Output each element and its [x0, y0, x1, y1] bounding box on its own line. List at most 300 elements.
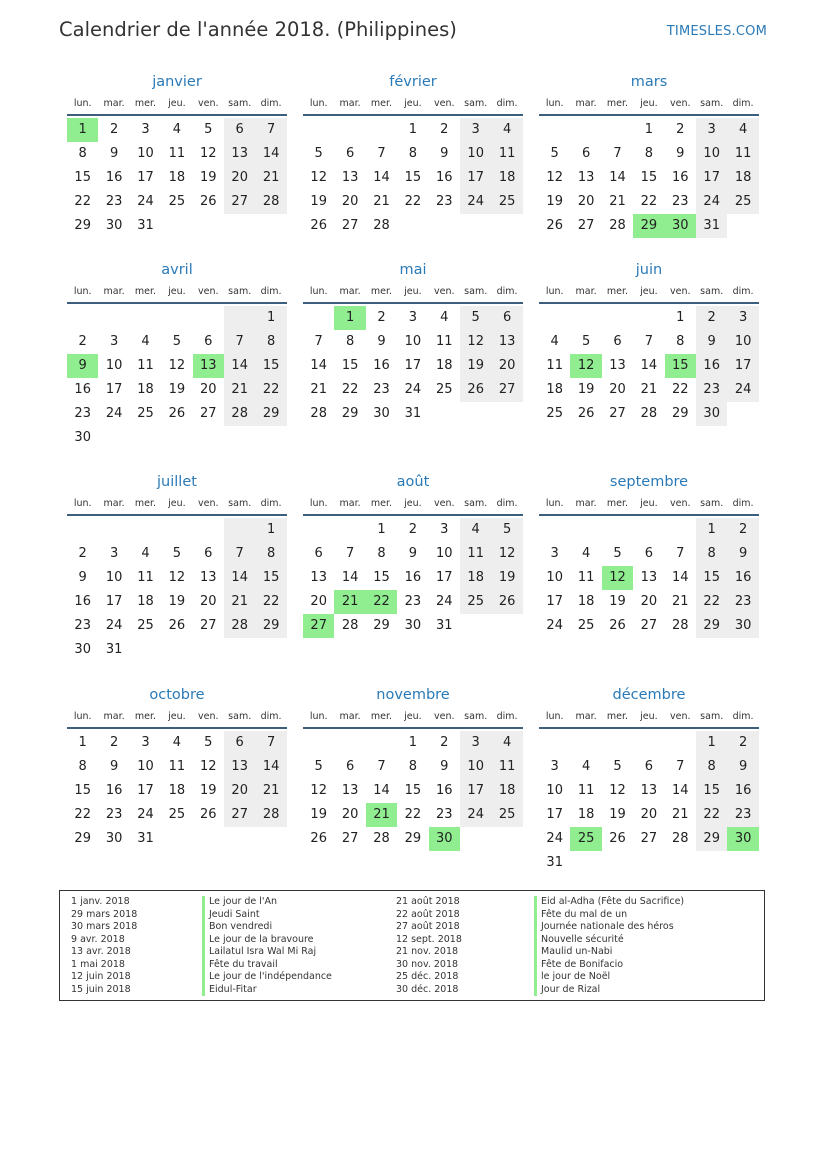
day-cell: 2	[78, 334, 87, 349]
day-cell: 25	[137, 618, 154, 633]
day-cell: 15	[373, 570, 390, 585]
day-cell: 31	[137, 831, 154, 846]
month-divider	[67, 514, 287, 516]
month-divider	[539, 302, 759, 304]
weekday-header: lun.	[73, 98, 92, 109]
day-cell: 3	[460, 731, 491, 755]
day-cell: 29	[255, 614, 286, 638]
month-block	[303, 686, 523, 876]
holiday-day-cell: 21	[366, 803, 397, 827]
day-cell: 3	[408, 310, 418, 325]
day-cell: 30	[696, 402, 727, 426]
day-cell: 2	[696, 306, 727, 330]
day-cell: 29	[341, 406, 359, 421]
day-cell: 15	[696, 779, 727, 803]
weekday-header: ven.	[198, 498, 219, 509]
weekday-header: sam.	[464, 286, 488, 297]
day-cell: 7	[377, 146, 386, 161]
day-cell: 21	[640, 382, 658, 397]
day-cell: 24	[696, 190, 727, 214]
day-cell: 21	[672, 594, 689, 609]
weekday-header: mar.	[103, 498, 125, 509]
day-cell: 26	[491, 590, 522, 614]
day-cell: 17	[546, 807, 563, 822]
weekday-header: sam.	[700, 286, 724, 297]
day-cell: 19	[609, 594, 626, 609]
day-cell: 12	[310, 783, 327, 798]
weekday-header: ven.	[434, 498, 455, 509]
day-cell: 17	[546, 594, 563, 609]
day-cell: 14	[255, 755, 286, 779]
weekday-header: dim.	[732, 286, 754, 297]
day-cell: 6	[204, 334, 213, 349]
day-cell: 9	[727, 542, 758, 566]
day-cell: 28	[224, 614, 255, 638]
day-cell: 27	[200, 406, 217, 421]
day-cell: 22	[404, 807, 422, 822]
day-cell: 2	[109, 122, 119, 137]
holiday-date: 13 avr. 2018	[71, 946, 131, 957]
holiday-day-cell: 30	[665, 214, 696, 238]
holiday-name: Bon vendredi	[202, 921, 392, 934]
holiday-day-cell: 22	[366, 590, 397, 614]
day-cell: 31	[404, 406, 422, 421]
day-cell: 5	[204, 735, 213, 750]
weekday-header: mer.	[134, 711, 157, 722]
holiday-name: Lailatul Isra Wal Mi Raj	[202, 946, 392, 959]
day-cell: 6	[224, 118, 255, 142]
day-cell: 30	[727, 614, 758, 638]
weekday-header: dim.	[260, 498, 282, 509]
day-cell: 4	[141, 334, 150, 349]
day-cell: 17	[460, 166, 491, 190]
day-cell: 5	[172, 334, 182, 349]
holiday-day-cell: 29	[633, 214, 664, 238]
weekday-header: mer.	[134, 98, 157, 109]
day-cell: 22	[255, 378, 286, 402]
weekday-header: mar.	[103, 711, 125, 722]
holiday-dates-col-1	[71, 896, 199, 996]
weekday-header: sam.	[464, 98, 488, 109]
weekday-header: ven.	[670, 711, 691, 722]
page-title: Calendrier de l'année 2018. (Philippines)	[59, 18, 457, 41]
weekday-header: mar.	[575, 711, 597, 722]
day-cell: 11	[168, 146, 186, 161]
month-title: mars	[630, 74, 668, 90]
weekday-header: jeu.	[168, 498, 186, 509]
month-divider	[67, 727, 287, 729]
day-cell: 16	[436, 783, 453, 798]
day-cell: 10	[105, 570, 123, 585]
day-cell: 16	[727, 566, 758, 590]
month-block	[67, 473, 287, 663]
day-cell: 23	[727, 590, 758, 614]
day-cell: 1	[78, 735, 87, 750]
weekday-header: jeu.	[168, 98, 186, 109]
weekday-header: ven.	[434, 98, 455, 109]
day-cell: 16	[404, 570, 422, 585]
day-cell: 22	[696, 803, 727, 827]
day-cell: 6	[345, 146, 355, 161]
day-cell: 29	[74, 218, 91, 233]
day-cell: 11	[137, 570, 154, 585]
holiday-date: 1 mai 2018	[71, 958, 125, 970]
holiday-name: Eid al-Adha (Fête du Sacrifice)	[534, 896, 759, 909]
weekday-header: sam.	[700, 711, 724, 722]
month-title: août	[396, 474, 430, 490]
holiday-names-col-1	[202, 896, 392, 996]
day-cell: 18	[577, 807, 595, 822]
day-cell: 20	[491, 354, 522, 378]
day-cell: 2	[676, 122, 685, 137]
day-cell: 16	[74, 594, 91, 609]
holiday-day-cell: 27	[303, 614, 334, 638]
day-cell: 11	[577, 783, 595, 798]
day-cell: 2	[377, 310, 386, 325]
day-cell: 17	[137, 783, 154, 798]
weekday-header: mer.	[606, 711, 629, 722]
day-cell: 22	[341, 382, 359, 397]
weekday-header: lun.	[309, 711, 328, 722]
day-cell: 20	[577, 194, 595, 209]
weekday-header: dim.	[732, 498, 754, 509]
holiday-date: 15 juin 2018	[71, 983, 131, 995]
day-cell: 5	[613, 546, 622, 561]
day-cell: 19	[460, 354, 491, 378]
month-block	[539, 686, 759, 876]
day-cell: 29	[373, 618, 390, 633]
day-cell: 24	[436, 594, 453, 609]
month-divider	[303, 514, 523, 516]
day-cell: 5	[314, 759, 323, 774]
day-cell: 10	[460, 142, 491, 166]
day-cell: 18	[577, 594, 595, 609]
day-cell: 3	[109, 546, 119, 561]
holiday-day-cell: 9	[67, 354, 98, 378]
day-cell: 28	[341, 618, 359, 633]
weekday-header: sam.	[464, 711, 488, 722]
day-cell: 14	[640, 358, 658, 373]
weekday-header: mar.	[339, 286, 361, 297]
day-cell: 14	[341, 570, 359, 585]
day-cell: 1	[676, 310, 685, 325]
holiday-day-cell: 30	[429, 827, 460, 851]
day-cell: 24	[137, 194, 154, 209]
day-cell: 6	[224, 731, 255, 755]
holiday-name: Eidul-Fitar	[202, 984, 392, 997]
day-cell: 16	[74, 382, 91, 397]
day-cell: 25	[460, 590, 491, 614]
day-cell: 8	[408, 146, 418, 161]
day-cell: 25	[137, 406, 154, 421]
day-cell: 31	[137, 218, 154, 233]
weekday-header: jeu.	[404, 98, 422, 109]
weekday-header: mar.	[575, 498, 597, 509]
day-cell: 28	[255, 190, 286, 214]
day-cell: 14	[310, 358, 327, 373]
day-cell: 10	[137, 759, 154, 774]
day-cell: 13	[640, 783, 658, 798]
day-cell: 28	[672, 831, 689, 846]
holiday-date: 21 nov. 2018	[396, 946, 459, 957]
weekday-header: sam.	[228, 498, 252, 509]
holiday-name: Journée nationale des héros	[534, 921, 759, 934]
day-cell: 1	[644, 122, 654, 137]
day-cell: 14	[373, 783, 390, 798]
holiday-day-cell: 21	[334, 590, 365, 614]
holiday-legend	[59, 890, 765, 1001]
day-cell: 30	[74, 642, 91, 657]
weekday-header: mar.	[103, 286, 125, 297]
day-cell: 20	[224, 779, 255, 803]
day-cell: 19	[200, 783, 217, 798]
weekday-header: mer.	[370, 98, 393, 109]
day-cell: 25	[577, 618, 595, 633]
day-cell: 8	[408, 759, 418, 774]
day-cell: 13	[577, 170, 595, 185]
holiday-day-cell: 1	[334, 306, 365, 330]
weekday-header: lun.	[309, 498, 328, 509]
month-title: janvier	[152, 74, 202, 90]
day-cell: 11	[546, 358, 563, 373]
weekday-header: ven.	[434, 286, 455, 297]
day-cell: 23	[404, 594, 422, 609]
day-cell: 21	[224, 590, 255, 614]
day-cell: 18	[460, 566, 491, 590]
weekday-header: ven.	[198, 711, 219, 722]
day-cell: 10	[460, 755, 491, 779]
day-cell: 19	[577, 382, 595, 397]
day-cell: 7	[314, 334, 323, 349]
day-cell: 23	[105, 194, 123, 209]
day-cell: 9	[377, 334, 386, 349]
day-cell: 23	[436, 807, 453, 822]
holiday-names-col-2	[534, 896, 759, 996]
day-cell: 7	[613, 146, 622, 161]
day-cell: 8	[676, 334, 685, 349]
weekday-header: dim.	[260, 98, 282, 109]
day-cell: 5	[550, 146, 559, 161]
holiday-date: 12 juin 2018	[71, 971, 131, 982]
weekday-header: jeu.	[640, 498, 658, 509]
day-cell: 2	[440, 735, 449, 750]
day-cell: 26	[546, 218, 563, 233]
month-title: avril	[161, 262, 193, 278]
day-cell: 19	[310, 807, 327, 822]
holiday-day-cell: 1	[67, 118, 98, 142]
day-cell: 31	[436, 618, 453, 633]
holiday-name: Jour de Rizal	[534, 984, 759, 997]
day-cell: 17	[105, 382, 123, 397]
day-cell: 5	[314, 146, 323, 161]
day-cell: 21	[609, 194, 626, 209]
weekday-header: ven.	[198, 286, 219, 297]
weekday-header: mar.	[575, 286, 597, 297]
day-cell: 18	[436, 358, 453, 373]
weekday-header: dim.	[732, 98, 754, 109]
month-block	[303, 473, 523, 663]
day-cell: 10	[727, 330, 758, 354]
day-cell: 19	[168, 594, 186, 609]
weekday-header: jeu.	[168, 286, 186, 297]
day-cell: 20	[640, 594, 658, 609]
day-cell: 16	[105, 783, 123, 798]
month-divider	[303, 302, 523, 304]
weekday-header: mer.	[606, 98, 629, 109]
day-cell: 5	[460, 306, 491, 330]
day-cell: 25	[546, 406, 563, 421]
day-cell: 5	[172, 546, 182, 561]
day-cell: 5	[204, 122, 213, 137]
day-cell: 8	[255, 542, 286, 566]
day-cell: 25	[727, 190, 758, 214]
weekday-header: jeu.	[404, 711, 422, 722]
day-cell: 16	[672, 170, 689, 185]
day-cell: 17	[137, 170, 154, 185]
day-cell: 4	[581, 546, 591, 561]
day-cell: 18	[491, 779, 522, 803]
month-title: novembre	[376, 687, 450, 703]
day-cell: 9	[109, 759, 119, 774]
day-cell: 24	[404, 382, 422, 397]
day-cell: 19	[310, 194, 327, 209]
day-cell: 26	[168, 618, 186, 633]
day-cell: 24	[727, 378, 758, 402]
day-cell: 24	[460, 803, 491, 827]
weekday-header: dim.	[260, 711, 282, 722]
weekday-header: lun.	[545, 98, 564, 109]
day-cell: 31	[696, 214, 727, 238]
day-cell: 2	[727, 731, 758, 755]
day-cell: 4	[581, 759, 591, 774]
weekday-header: jeu.	[640, 98, 658, 109]
day-cell: 17	[727, 354, 758, 378]
day-cell: 19	[200, 170, 217, 185]
day-cell: 13	[341, 170, 359, 185]
weekday-header: lun.	[73, 498, 92, 509]
holiday-date: 9 avr. 2018	[71, 933, 125, 945]
day-cell: 7	[377, 759, 386, 774]
weekday-header: jeu.	[404, 286, 422, 297]
day-cell: 12	[168, 358, 186, 373]
month-block	[539, 73, 759, 263]
month-title: juin	[635, 262, 663, 278]
holiday-name: Le jour de l'An	[202, 896, 392, 909]
day-cell: 27	[224, 803, 255, 827]
day-cell: 6	[581, 146, 591, 161]
day-cell: 28	[373, 831, 390, 846]
day-cell: 27	[341, 831, 359, 846]
weekday-header: lun.	[309, 98, 328, 109]
day-cell: 24	[546, 618, 563, 633]
day-cell: 26	[609, 618, 626, 633]
day-cell: 6	[345, 759, 355, 774]
day-cell: 1	[408, 735, 418, 750]
day-cell: 23	[74, 618, 91, 633]
holiday-dates-col-2	[396, 896, 524, 996]
day-cell: 3	[141, 122, 150, 137]
weekday-header: sam.	[228, 98, 252, 109]
day-cell: 9	[109, 146, 119, 161]
day-cell: 12	[310, 170, 327, 185]
day-cell: 3	[550, 759, 559, 774]
day-cell: 7	[345, 546, 355, 561]
day-cell: 28	[640, 406, 658, 421]
weekday-header: jeu.	[168, 711, 186, 722]
holiday-day-cell: 15	[665, 354, 696, 378]
day-cell: 19	[546, 194, 563, 209]
day-cell: 29	[696, 614, 727, 638]
day-cell: 6	[613, 334, 622, 349]
weekday-header: mer.	[370, 711, 393, 722]
day-cell: 3	[440, 522, 449, 537]
day-cell: 15	[696, 566, 727, 590]
day-cell: 20	[224, 166, 255, 190]
day-cell: 21	[224, 378, 255, 402]
holiday-day-cell: 12	[602, 566, 633, 590]
day-cell: 10	[105, 358, 123, 373]
weekday-header: sam.	[228, 286, 252, 297]
day-cell: 21	[310, 382, 327, 397]
weekday-header: mar.	[339, 98, 361, 109]
day-cell: 30	[105, 831, 123, 846]
day-cell: 13	[640, 570, 658, 585]
brand-link[interactable]: TIMESLES.COM	[666, 24, 767, 39]
day-cell: 13	[609, 358, 626, 373]
day-cell: 1	[255, 306, 286, 330]
day-cell: 5	[613, 759, 622, 774]
day-cell: 12	[168, 570, 186, 585]
day-cell: 25	[168, 194, 186, 209]
day-cell: 11	[137, 358, 154, 373]
weekday-header: ven.	[670, 498, 691, 509]
day-cell: 20	[640, 807, 658, 822]
day-cell: 9	[440, 759, 449, 774]
weekday-header: lun.	[73, 711, 92, 722]
weekday-header: mar.	[339, 498, 361, 509]
month-divider	[539, 114, 759, 116]
day-cell: 4	[550, 334, 559, 349]
holiday-name: Maulid un-Nabi	[534, 946, 759, 959]
holiday-date: 30 déc. 2018	[396, 983, 459, 995]
day-cell: 26	[609, 831, 626, 846]
day-cell: 15	[640, 170, 658, 185]
month-divider	[539, 727, 759, 729]
month-divider	[303, 727, 523, 729]
day-cell: 14	[609, 170, 626, 185]
day-cell: 26	[200, 807, 217, 822]
weekday-header: dim.	[496, 711, 518, 722]
weekday-header: jeu.	[404, 498, 422, 509]
month-block	[67, 73, 287, 263]
day-cell: 26	[460, 378, 491, 402]
day-cell: 18	[168, 783, 186, 798]
day-cell: 17	[460, 779, 491, 803]
day-cell: 3	[727, 306, 758, 330]
day-cell: 29	[672, 406, 689, 421]
day-cell: 26	[577, 406, 595, 421]
day-cell: 19	[168, 382, 186, 397]
month-block	[67, 686, 287, 876]
day-cell: 17	[436, 570, 453, 585]
month-title: septembre	[609, 474, 689, 490]
day-cell: 18	[491, 166, 522, 190]
day-cell: 24	[546, 831, 563, 846]
day-cell: 23	[672, 194, 689, 209]
day-cell: 25	[491, 190, 522, 214]
holiday-date: 12 sept. 2018	[396, 933, 462, 945]
day-cell: 18	[727, 166, 758, 190]
